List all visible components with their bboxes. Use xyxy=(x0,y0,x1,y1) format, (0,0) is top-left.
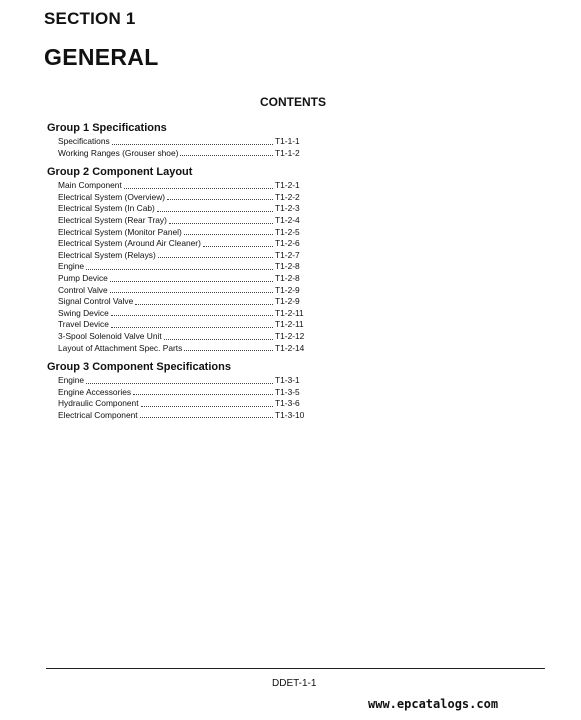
toc-dot-leader xyxy=(180,155,273,156)
toc-entry[interactable] xyxy=(47,285,307,297)
toc-dot-leader xyxy=(112,144,273,145)
toc-group-title: Group 1 Specifications xyxy=(47,122,167,134)
toc-entry-label: Pump Device xyxy=(58,272,108,283)
toc-entry-label: Specifications xyxy=(58,136,110,146)
toc-entry-page: T1-1-1 xyxy=(275,136,300,146)
toc-group xyxy=(47,360,307,421)
contents-heading: CONTENTS xyxy=(260,95,326,109)
toc-entry[interactable] xyxy=(47,273,307,285)
toc-entry-page: T1-1-2 xyxy=(275,147,300,158)
toc-entry-page: T1-2-12 xyxy=(275,330,305,341)
toc-entry-page: T1-2-3 xyxy=(275,203,300,214)
toc-entry-label: Main Component xyxy=(58,180,122,191)
toc-entry-page: T1-2-6 xyxy=(275,238,300,249)
toc-entry-page: T1-2-9 xyxy=(275,284,300,295)
toc-dot-leader xyxy=(86,383,273,384)
toc-entry-label: Electrical System (Around Air Cleaner) xyxy=(58,238,201,249)
toc-dot-leader xyxy=(111,315,273,316)
toc-entry-page: T1-2-8 xyxy=(275,261,300,272)
toc-entry[interactable] xyxy=(47,148,307,160)
toc-entry[interactable] xyxy=(47,319,307,331)
toc-dot-leader xyxy=(169,223,273,224)
toc-entry[interactable] xyxy=(47,203,307,215)
toc-entry-label: 3-Spool Solenoid Valve Unit xyxy=(58,330,162,341)
toc-entry-label: Electrical System (Relays) xyxy=(58,249,156,260)
toc-dot-leader xyxy=(135,304,273,305)
toc-entry[interactable] xyxy=(47,343,307,355)
toc-entry-page: T1-3-6 xyxy=(275,398,300,409)
toc-dot-leader xyxy=(124,188,273,189)
toc-entry[interactable] xyxy=(47,387,307,399)
toc-entry-label: Electrical System (In Cab) xyxy=(58,203,155,214)
toc-dot-leader xyxy=(164,339,273,340)
toc-entry-page: T1-2-9 xyxy=(275,296,300,307)
toc-entry-label: Engine Accessories xyxy=(58,386,132,397)
toc-entry-page: T1-2-5 xyxy=(275,226,300,237)
toc-dot-leader xyxy=(110,281,273,282)
toc-entry[interactable] xyxy=(47,250,307,262)
toc-entry-label: Engine xyxy=(58,375,85,386)
toc-entry-label: Engine xyxy=(58,261,85,272)
toc-entry[interactable] xyxy=(47,296,307,308)
toc-dot-leader xyxy=(203,246,273,247)
toc-entry[interactable] xyxy=(47,238,307,250)
toc-group-title: Group 2 Component Layout xyxy=(47,166,193,179)
toc-entry-page: T1-2-7 xyxy=(275,249,300,260)
toc-entry-page: T1-3-5 xyxy=(275,386,300,397)
toc-entry[interactable] xyxy=(47,375,307,387)
toc-entry[interactable] xyxy=(47,227,307,239)
toc-dot-leader xyxy=(157,211,273,212)
toc-entry-label: Electrical System (Monitor Panel) xyxy=(58,226,182,237)
toc-group xyxy=(47,121,307,159)
toc-entry[interactable] xyxy=(47,215,307,227)
toc-dot-leader xyxy=(110,292,273,293)
toc-entry-label: Electrical System (Rear Tray) xyxy=(58,214,167,225)
toc-entry-page: T1-3-10 xyxy=(275,409,305,420)
toc-entry-label: Swing Device xyxy=(58,307,109,318)
toc-entry-page: T1-2-8 xyxy=(275,272,300,283)
toc-entry-label: Hydraulic Component xyxy=(58,398,139,409)
toc-group-title: Group 3 Component Specifications xyxy=(47,361,231,374)
toc-entry[interactable] xyxy=(47,410,307,422)
toc-entry[interactable] xyxy=(47,331,307,343)
watermark-link[interactable]: www.epcatalogs.com xyxy=(368,697,499,711)
toc-entry-page: T1-2-11 xyxy=(275,319,304,330)
toc-entry[interactable] xyxy=(47,261,307,273)
toc-entry-label: Layout of Attachment Spec. Parts xyxy=(58,342,183,353)
toc-dot-leader xyxy=(133,394,273,395)
toc-entry-label: Travel Device xyxy=(58,319,109,330)
toc-entry[interactable] xyxy=(47,398,307,410)
toc-entry-page: T1-2-14 xyxy=(275,342,305,353)
toc-dot-leader xyxy=(86,269,273,270)
toc-dot-leader xyxy=(141,406,273,407)
toc-dot-leader xyxy=(158,257,273,258)
toc-entry-label: Working Ranges (Grouser shoe) xyxy=(58,147,179,158)
toc-entry-page: T1-2-1 xyxy=(275,180,300,191)
toc-dot-leader xyxy=(167,199,273,200)
toc-group xyxy=(47,165,307,354)
toc-entry-label: Signal Control Valve xyxy=(58,296,134,307)
toc-entry-page: T1-2-4 xyxy=(275,214,300,225)
toc-dot-leader xyxy=(184,350,273,351)
section-title: GENERAL xyxy=(44,44,159,70)
toc-entry-label: Electrical Component xyxy=(58,409,138,420)
toc-entry-page: T1-2-11 xyxy=(275,307,304,318)
toc-entry[interactable] xyxy=(47,180,307,192)
toc-dot-leader xyxy=(140,417,273,418)
page-code: DDET-1-1 xyxy=(272,678,317,689)
section-label: SECTION 1 xyxy=(44,9,136,28)
toc-entry-label: Control Valve xyxy=(58,284,108,295)
toc-dot-leader xyxy=(111,327,273,328)
footer-divider xyxy=(46,668,545,669)
toc-entry-label: Electrical System (Overview) xyxy=(58,191,166,202)
toc-entry[interactable] xyxy=(47,308,307,320)
toc-entry[interactable] xyxy=(47,136,307,148)
table-of-contents xyxy=(47,121,307,421)
toc-dot-leader xyxy=(184,234,273,235)
toc-entry-page: T1-2-2 xyxy=(275,191,300,202)
toc-entry[interactable] xyxy=(47,192,307,204)
toc-entry-page: T1-3-1 xyxy=(275,375,300,386)
